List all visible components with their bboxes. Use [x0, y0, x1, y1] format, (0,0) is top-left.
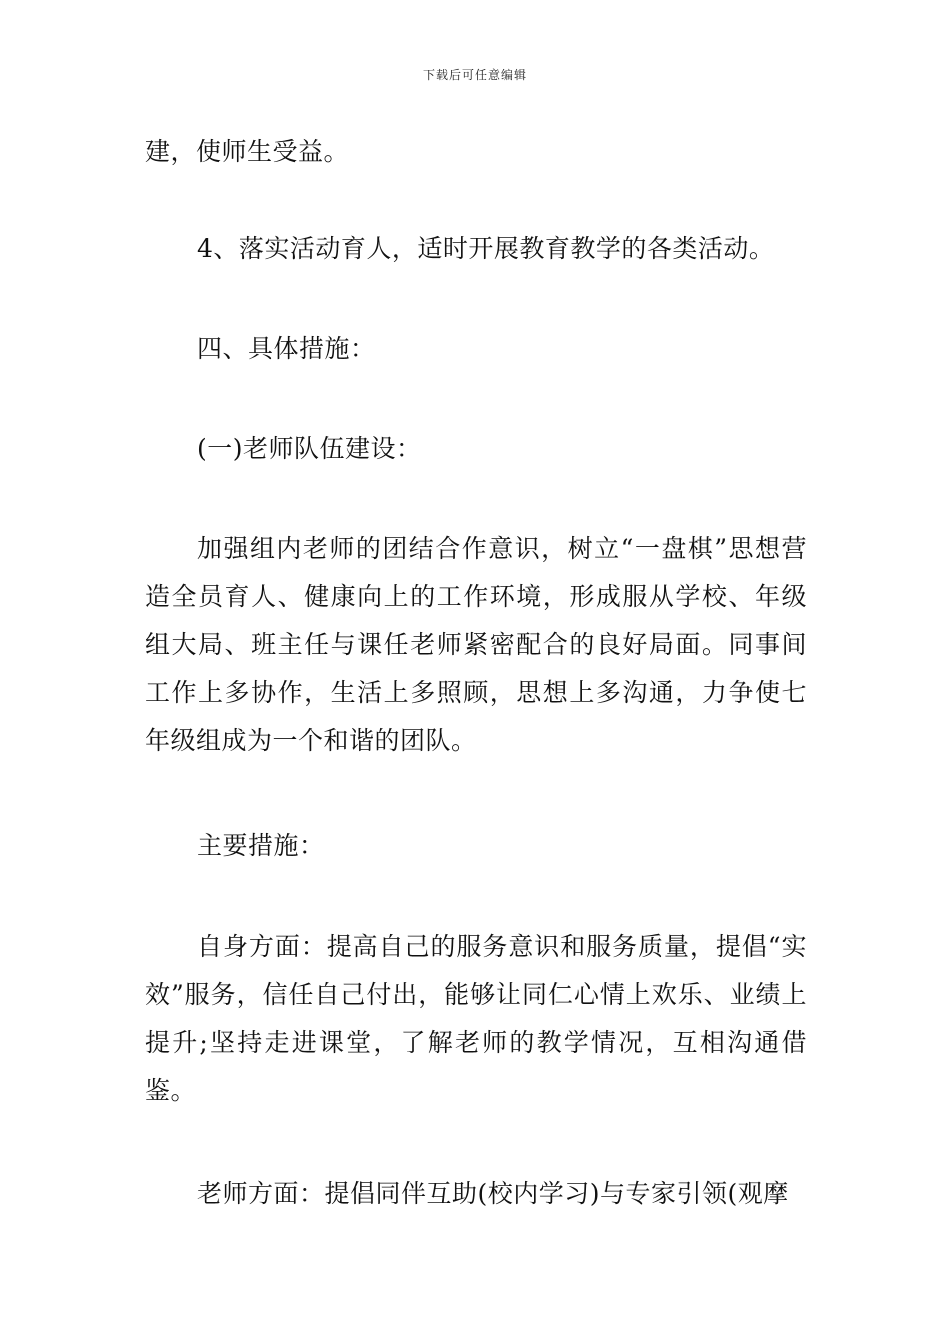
paragraph-self-aspect — [145, 923, 807, 1115]
subsection-heading-teacher-team — [145, 425, 807, 473]
section-heading-measures — [145, 325, 807, 373]
heading-text: (一)老师队伍建设： — [197, 434, 422, 463]
paragraph-teamwork — [145, 525, 807, 765]
paragraph-text: 4、落实活动育人，适时开展教育教学的各类活动。 — [197, 234, 775, 263]
page-header-note: 下载后可任意编辑 — [422, 68, 527, 82]
paragraph-text: 老师方面：提倡同伴互助(校内学习)与专家引领(观摩 — [197, 1179, 789, 1208]
paragraph-continuation — [145, 128, 807, 176]
paragraph-text: 加强组内老师的团结合作意识，树立“一盘棋”思想营造全员育人、健康向上的工作环境，形成服从学校、年级组大局、班主任与课任老师紧密配合的良好局面。同事间工作上多协作，生活上多照顾，思想上多沟通，力争使七年级组成为一个和谐的团队。 — [145, 534, 807, 755]
paragraph-text: 自身方面：提高自己的服务意识和服务质量，提倡“实效”服务，信任自己付出，能够让同仁心情上欢乐、业绩上提升;坚持走进课堂，了解老师的教学情况，互相沟通借鉴。 — [145, 932, 807, 1105]
paragraph-teacher-aspect — [145, 1170, 807, 1218]
heading-main-measures — [145, 822, 807, 870]
paragraph-item-4 — [145, 225, 807, 273]
heading-text: 主要措施： — [197, 831, 325, 860]
heading-text: 四、具体措施： — [197, 334, 376, 363]
paragraph-text: 建，使师生受益。 — [145, 137, 350, 166]
